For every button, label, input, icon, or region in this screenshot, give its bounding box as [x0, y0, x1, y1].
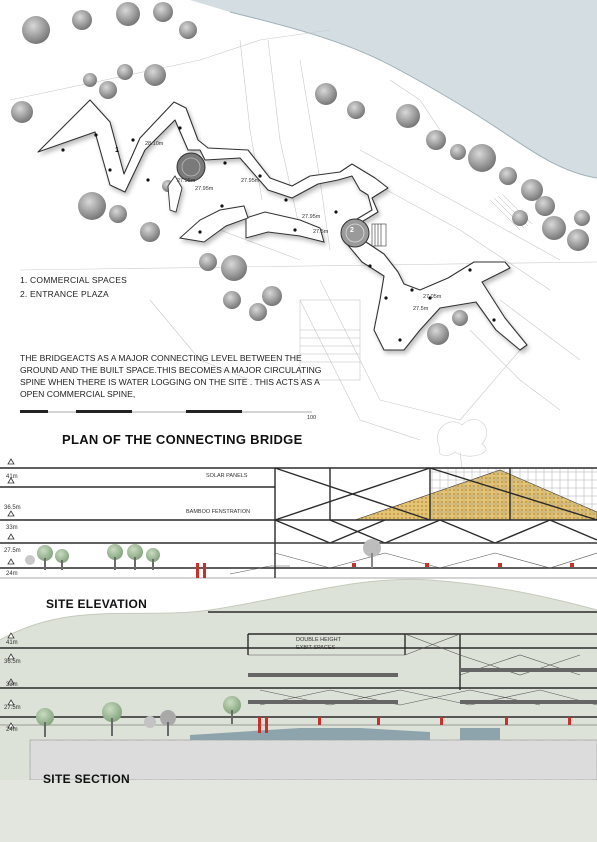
label-exbit-spaces: EXBIT SPACES	[296, 645, 336, 651]
label-double-height: DOUBLE HEIGHT	[296, 637, 341, 643]
sketch-tree-faint	[437, 419, 486, 468]
plan-description: THE BRIDGEACTS AS A MAJOR CONNECTING LEVEL BETWEEN THE GROUND AND THE BUILT SPACE.THIS BECOMES A MAJOR CIRCULATING SPINE WHEN THERE IS WATER LOGGING ON THE SITE . THIS ACTS AS A OPEN COMMERCIAL SPINE,	[20, 353, 322, 399]
level-label: 24m	[6, 571, 18, 577]
legend-item-entrance: 2. ENTRANCE PLAZA	[20, 289, 109, 299]
dim-label: 27.95m	[177, 178, 196, 184]
label-solar-panels: SOLAR PANELS	[206, 473, 248, 479]
scale-bar	[20, 410, 312, 413]
scale-end: 100	[307, 415, 317, 421]
level-label: 33m	[6, 525, 18, 531]
level-label: 41m	[6, 474, 18, 480]
level-label: 24m	[6, 727, 18, 733]
water-body	[190, 0, 597, 178]
bridge-ribbon	[38, 100, 527, 350]
plaza-2	[341, 219, 369, 247]
dim-label: 27.5m	[413, 306, 429, 312]
level-label: 27.5m	[4, 705, 21, 711]
plan-title: PLAN OF THE CONNECTING BRIDGE	[62, 432, 303, 447]
dim-label: 28.10m	[145, 141, 164, 147]
dim-label: 27.95m	[302, 214, 321, 220]
level-label: 36.5m	[4, 659, 21, 665]
elevation-drawing	[0, 459, 597, 578]
level-label: 41m	[6, 640, 18, 646]
zone-marker-2: 2	[350, 227, 354, 234]
level-label: 27.5m	[4, 548, 21, 554]
stair-hatch	[300, 194, 532, 362]
dim-label: 27.5m	[313, 229, 329, 235]
section-title: SITE SECTION	[43, 772, 130, 786]
legend-item-commercial: 1. COMMERCIAL SPACES	[20, 275, 127, 285]
section-drawing	[0, 579, 597, 842]
zone-marker-1: 1	[115, 147, 119, 154]
elevation-title: SITE ELEVATION	[46, 597, 148, 611]
label-bamboo: BAMBOO FENSTRATION	[186, 509, 251, 515]
level-label: 36.5m	[4, 505, 21, 511]
level-label: 33m	[6, 682, 18, 688]
dim-label: 27.95m	[241, 178, 260, 184]
dim-label: 27.05m	[423, 294, 442, 300]
dim-label: 27.95m	[195, 186, 214, 192]
plaza-1	[177, 153, 205, 181]
